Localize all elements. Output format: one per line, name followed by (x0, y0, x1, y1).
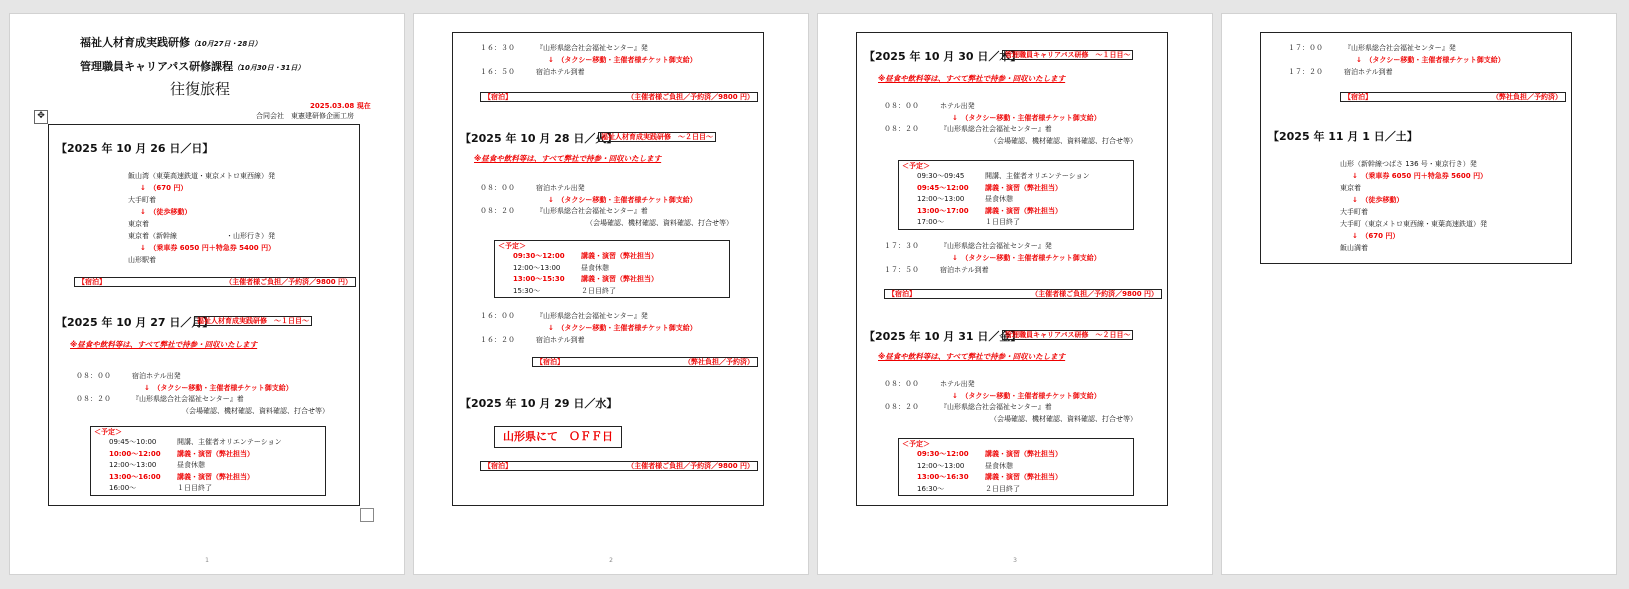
schedule-box (90, 426, 326, 496)
route-step: 大手町（東京メトロ東西線・東葉高速鉄道）発 (1340, 220, 1487, 228)
row-text: 『山形県総合社会福祉センター』発 (1344, 44, 1456, 52)
schedule-time: 13:00〜16:30 (917, 473, 969, 481)
row-time: １６：３０ (480, 44, 515, 52)
schedule-time: 10:00〜12:00 (109, 449, 161, 458)
training-tag: 福祉人材育成実践研修 ～１日目～ (194, 317, 312, 326)
row-text: ↓ （タクシー移動・主催者様チケット御支給） (952, 113, 1101, 122)
schedule-time: 13:00〜17:00 (917, 206, 969, 215)
doc-title-1: 福祉人材育成実践研修（10月27日・28日） (80, 36, 262, 49)
row-text: 『山形県総合社会福祉センター』着 (940, 403, 1052, 411)
route-step: 東京着 (128, 220, 149, 228)
route-step: ↓ （徒歩移動） (1352, 196, 1404, 204)
training-tag: 福祉人材育成実践研修 ～２日目～ (598, 133, 716, 142)
schedule-time: 13:00〜15:30 (513, 275, 565, 283)
row-time: ０８：２０ (884, 403, 919, 411)
row-time: ０８：００ (884, 380, 919, 388)
row-time: ０８：００ (76, 372, 111, 380)
schedule-item: １日目終了 (985, 218, 1020, 226)
lodging-bar: 【宿泊】 （弊社負担／予約済） (1340, 92, 1566, 102)
row-time: ０８：００ (884, 102, 919, 110)
schedule-time: 09:45〜10:00 (109, 438, 157, 446)
row-text: 宿泊ホテル到着 (536, 336, 585, 344)
row-text: 『山形県総合社会福祉センター』発 (536, 312, 648, 320)
day-heading: 【2025 年 10 月 28 日／火】 (460, 132, 618, 145)
schedule-item: 講義・演習（弊社担当） (985, 183, 1062, 192)
schedule-box (494, 240, 730, 298)
schedule-time: 09:30〜12:00 (917, 450, 969, 458)
lodging-bar: 【宿泊】 （主催者様ご負担／予約済／9800 円） (480, 92, 758, 102)
schedule-item: ２日目終了 (985, 484, 1020, 493)
row-time: １７：２０ (1288, 68, 1323, 76)
day-heading: 【2025 年 11 月 1 日／土】 (1268, 130, 1418, 143)
day-heading: 【2025 年 10 月 27 日／月】 (56, 316, 214, 329)
row-text: 『山形県総合社会福祉センター』着 (132, 395, 244, 403)
row-text: （会場確認、機材確認、資料確認、打合せ等） (586, 218, 733, 227)
route-step: 飯山湾（東葉高速鉄道・東京メトロ東西線）発 (128, 172, 275, 180)
schedule-box (898, 160, 1134, 230)
row-text: ↓ （タクシー移動・主催者様チケット御支給） (144, 383, 293, 392)
route-step: 大手町着 (128, 196, 156, 204)
row-time: １６：５０ (480, 68, 515, 76)
schedule-time: 17:00〜 (917, 218, 945, 226)
row-text: 宿泊ホテル到着 (940, 266, 989, 274)
route-step: ↓ （徒歩移動） (140, 208, 192, 216)
meal-note: ※昼食や飲料等は、すべて弊社で持参・回収いたします (878, 74, 1066, 83)
row-time: １７：３０ (884, 242, 919, 250)
schedule-item: 講義・演習（弊社担当） (177, 449, 254, 458)
day-heading: 【2025 年 10 月 30 日／木】 (864, 50, 1022, 63)
meal-note: ※昼食や飲料等は、すべて弊社で持参・回収いたします (70, 340, 258, 349)
meal-note: ※昼食や飲料等は、すべて弊社で持参・回収いたします (878, 352, 1066, 361)
page-number: 3 (1013, 557, 1017, 564)
row-text: ホテル出発 (940, 380, 975, 388)
route-step: 大手町着 (1340, 208, 1368, 216)
schedule-time: 09:45〜12:00 (917, 183, 969, 192)
doc-title-3: 往復旅程 (170, 80, 231, 98)
route-step: 飯山満着 (1340, 244, 1368, 252)
schedule-item: 開講、主催者オリエンテーション (177, 438, 282, 446)
schedule-item: 講義・演習（弊社担当） (177, 472, 254, 481)
day-heading: 【2025 年 10 月 31 日／金】 (864, 330, 1022, 343)
row-text: 『山形県総合社会福祉センター』発 (536, 44, 648, 52)
schedule-time: 16:00〜 (109, 484, 137, 492)
schedule-item: 講義・演習（弊社担当） (581, 252, 658, 260)
schedule-item: ２日目終了 (581, 286, 616, 295)
schedule-item: 講義・演習（弊社担当） (985, 450, 1062, 458)
schedule-time: 15:30〜 (513, 286, 541, 295)
route-step: 山形（新幹線つばさ 136 号・東京行き）発 (1340, 160, 1477, 168)
schedule-item: 昼食休憩 (985, 195, 1013, 203)
row-time: ０８：２０ (480, 207, 515, 215)
schedule-item: 講義・演習（弊社担当） (985, 206, 1062, 215)
row-text: ホテル出発 (940, 102, 975, 110)
row-text: 『山形県総合社会福祉センター』発 (940, 242, 1052, 250)
page-number: 2 (609, 557, 613, 564)
schedule-box (898, 438, 1134, 496)
route-step: ↓ （乗車券 6050 円＋特急券 5600 円） (1352, 172, 1488, 180)
row-text: 宿泊ホテル出発 (132, 372, 181, 380)
schedule-time: 09:30〜12:00 (513, 252, 565, 260)
row-text: ↓ （タクシー移動・主催者様チケット御支給） (548, 324, 697, 332)
schedule-time: 12:00〜13:00 (917, 195, 965, 203)
row-text: （会場確認、機材確認、資料確認、打合せ等） (990, 414, 1137, 423)
lodging-bar: 【宿泊】 （主催者様ご負担／予約済／9800 円） (884, 289, 1162, 299)
row-text: 宿泊ホテル出発 (536, 184, 585, 192)
table-move-handle-icon[interactable]: ✥ (34, 110, 48, 124)
itinerary-frame (1260, 32, 1572, 264)
row-text: ↓ （タクシー移動・主催者様チケット御支給） (952, 391, 1101, 400)
lodging-bar: 【宿泊】 （弊社負担／予約済） (532, 357, 758, 367)
route-step: ↓ （乗車券 6050 円＋特急券 5400 円） (140, 244, 276, 252)
day-heading: 【2025 年 10 月 26 日／日】 (56, 142, 214, 155)
row-time: ０８：００ (480, 184, 515, 192)
schedule-item: 昼食休憩 (985, 461, 1013, 470)
off-day-box: 山形県にて ＯＦＦ日 (494, 426, 622, 448)
route-step: ↓ （670 円） (1352, 232, 1400, 240)
schedule-time: 13:00〜16:00 (109, 472, 161, 481)
route-step: 山形駅着 (128, 256, 156, 264)
row-time: １６：００ (480, 312, 515, 320)
row-time: ０８：２０ (884, 125, 919, 133)
row-text: 宿泊ホテル到着 (536, 68, 585, 76)
schedule-item: １日目終了 (177, 484, 212, 492)
schedule-time: 09:30〜09:45 (917, 172, 965, 180)
row-text: ↓ （タクシー移動・主催者様チケット御支給） (952, 254, 1101, 262)
document-page-3 (818, 14, 1212, 574)
row-text: 宿泊ホテル到着 (1344, 68, 1393, 76)
table-resize-handle[interactable] (360, 508, 374, 522)
row-text: ↓ （タクシー移動・主催者様チケット御支給） (1356, 56, 1505, 64)
document-page-1 (10, 14, 404, 574)
day-heading: 【2025 年 10 月 29 日／水】 (460, 397, 618, 410)
training-tag: 管理職員キャリアパス研修 ～１日目～ (1002, 51, 1133, 60)
row-time: ０８：２０ (76, 395, 111, 403)
schedule-item: 講義・演習（弊社担当） (985, 473, 1062, 481)
row-text: ↓ （タクシー移動・主催者様チケット御支給） (548, 195, 697, 204)
row-text: （会場確認、機材確認、資料確認、打合せ等） (990, 136, 1137, 145)
company-name: 合同会社 東憲建研修企画工房 (256, 112, 354, 120)
page-number: 1 (205, 557, 209, 564)
meal-note: ※昼食や飲料等は、すべて弊社で持参・回収いたします (474, 154, 662, 163)
as-of-date: 2025.03.08 現在 (310, 102, 371, 110)
lodging-bar: 【宿泊】 （主催者様ご負担／予約済／9800 円） (480, 461, 758, 471)
schedule-item: 開講、主催者オリエンテーション (985, 172, 1090, 180)
schedule-time: 16:30〜 (917, 484, 945, 493)
schedule-time: 12:00〜13:00 (917, 461, 965, 470)
lodging-bar: 【宿泊】 （主催者様ご負担／予約済／9800 円） (74, 277, 356, 287)
schedule-heading: ＜予定＞ (498, 242, 526, 250)
schedule-heading: ＜予定＞ (94, 428, 122, 436)
schedule-heading: ＜予定＞ (902, 162, 930, 170)
document-page-2 (414, 14, 808, 574)
schedule-heading: ＜予定＞ (902, 440, 930, 448)
schedule-item: 昼食休憩 (581, 263, 609, 272)
route-step: ↓ （670 円） (140, 184, 188, 192)
document-page-4 (1222, 14, 1616, 574)
row-time: １７：００ (1288, 44, 1323, 52)
schedule-item: 講義・演習（弊社担当） (581, 275, 658, 283)
schedule-item: 昼食休憩 (177, 461, 205, 469)
schedule-time: 12:00〜13:00 (109, 461, 157, 469)
route-step: 東京着 (1340, 184, 1361, 192)
row-text: ↓ （タクシー移動・主催者様チケット御支給） (548, 56, 697, 64)
route-step: 東京着（新幹線 ・山形行き）発 (128, 232, 275, 240)
row-text: 『山形県総合社会福祉センター』着 (940, 125, 1052, 133)
schedule-time: 12:00〜13:00 (513, 263, 561, 272)
row-text: （会場確認、機材確認、資料確認、打合せ等） (182, 406, 329, 415)
row-text: 『山形県総合社会福祉センター』着 (536, 207, 648, 215)
row-time: １６：２０ (480, 336, 515, 344)
training-tag: 管理職員キャリアパス研修 ～２日目～ (1002, 331, 1133, 340)
row-time: １７：５０ (884, 266, 919, 274)
doc-title-2: 管理職員キャリアパス研修課程（10月30日・31日） (80, 60, 305, 73)
